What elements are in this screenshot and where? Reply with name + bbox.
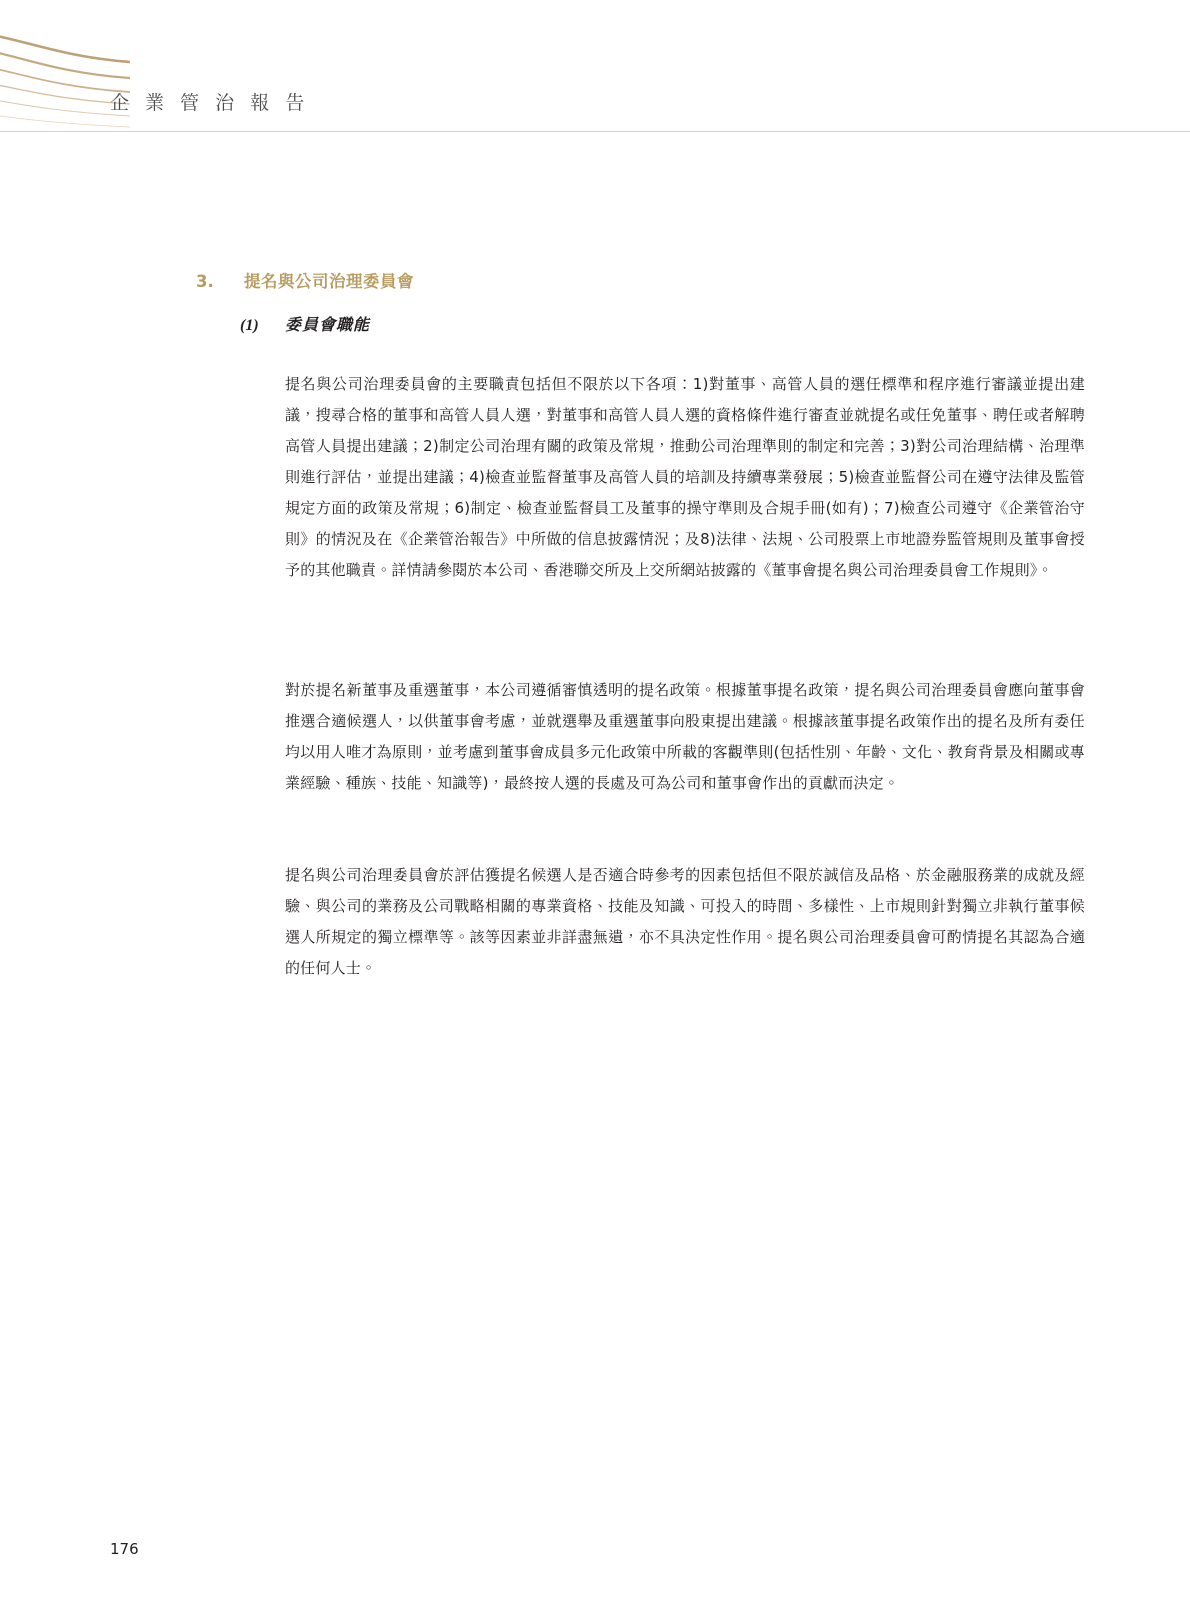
header-divider: [0, 131, 1190, 132]
body-paragraph: 對於提名新董事及重選董事，本公司遵循審慎透明的提名政策。根據董事提名政策，提名與公司治理委員會應向董事會推選合適候選人，以供董事會考慮，並就選舉及重選董事向股東提出建議。根據該董事提名政策作出的提名及所有委任均以用人唯才為原則，並考慮到董事會成員多元化政策中所載的客觀準則(包括性別、年齡、文化、教育背景及相關或專業經驗、種族、技能、知識等)，最終按人選的長處及可為公司和董事會作出的貢獻而決定。: [285, 681, 1085, 792]
page-header: [0, 0, 1190, 133]
section-title: 提名與公司治理委員會: [244, 272, 414, 291]
subsection-heading: [240, 312, 1100, 335]
subsection-number: (1): [240, 317, 259, 334]
section-heading: [196, 268, 1096, 292]
document-header-title: 企 業 管 治 報 告: [110, 92, 310, 114]
body-paragraph: 提名與公司治理委員會於評估獲提名候選人是否適合時參考的因素包括但不限於誠信及品格、於金融服務業的成就及經驗、與公司的業務及公司戰略相關的專業資格、技能及知識、可投入的時間、多樣性、上市規則針對獨立非執行董事候選人所規定的獨立標準等。該等因素並非詳盡無遺，亦不具決定性作用。提名與公司治理委員會可酌情提名其認為合適的任何人士。: [285, 866, 1085, 977]
decorative-swoosh-graphic: [0, 28, 130, 132]
body-paragraph: 提名與公司治理委員會的主要職責包括但不限於以下各項：1)對董事、高管人員的選任標準和程序進行審議並提出建議，搜尋合格的董事和高管人員人選，對董事和高管人員人選的資格條件進行審查並就提名或任免董事、聘任或者解聘高管人員提出建議；2)制定公司治理有關的政策及常規，推動公司治理準則的制定和完善；3)對公司治理結構、治理準則進行評估，並提出建議；4)檢查並監督董事及高管人員的培訓及持續專業發展；5)檢查並監督公司在遵守法律及監管規定方面的政策及常規；6)制定、檢查並監督員工及董事的操守準則及合規手冊(如有)；7)檢查公司遵守《企業管治守則》的情況及在《企業管治報告》中所做的信息披露情況；及8)法律、法規、公司股票上市地證券監管規則及董事會授予的其他職責。詳情請參閱於本公司、香港聯交所及上交所網站披露的《董事會提名與公司治理委員會工作規則》。: [285, 375, 1085, 579]
subsection-title: 委員會職能: [285, 315, 371, 334]
section-number: 3.: [196, 272, 214, 291]
page-number: 176: [110, 1540, 139, 1558]
